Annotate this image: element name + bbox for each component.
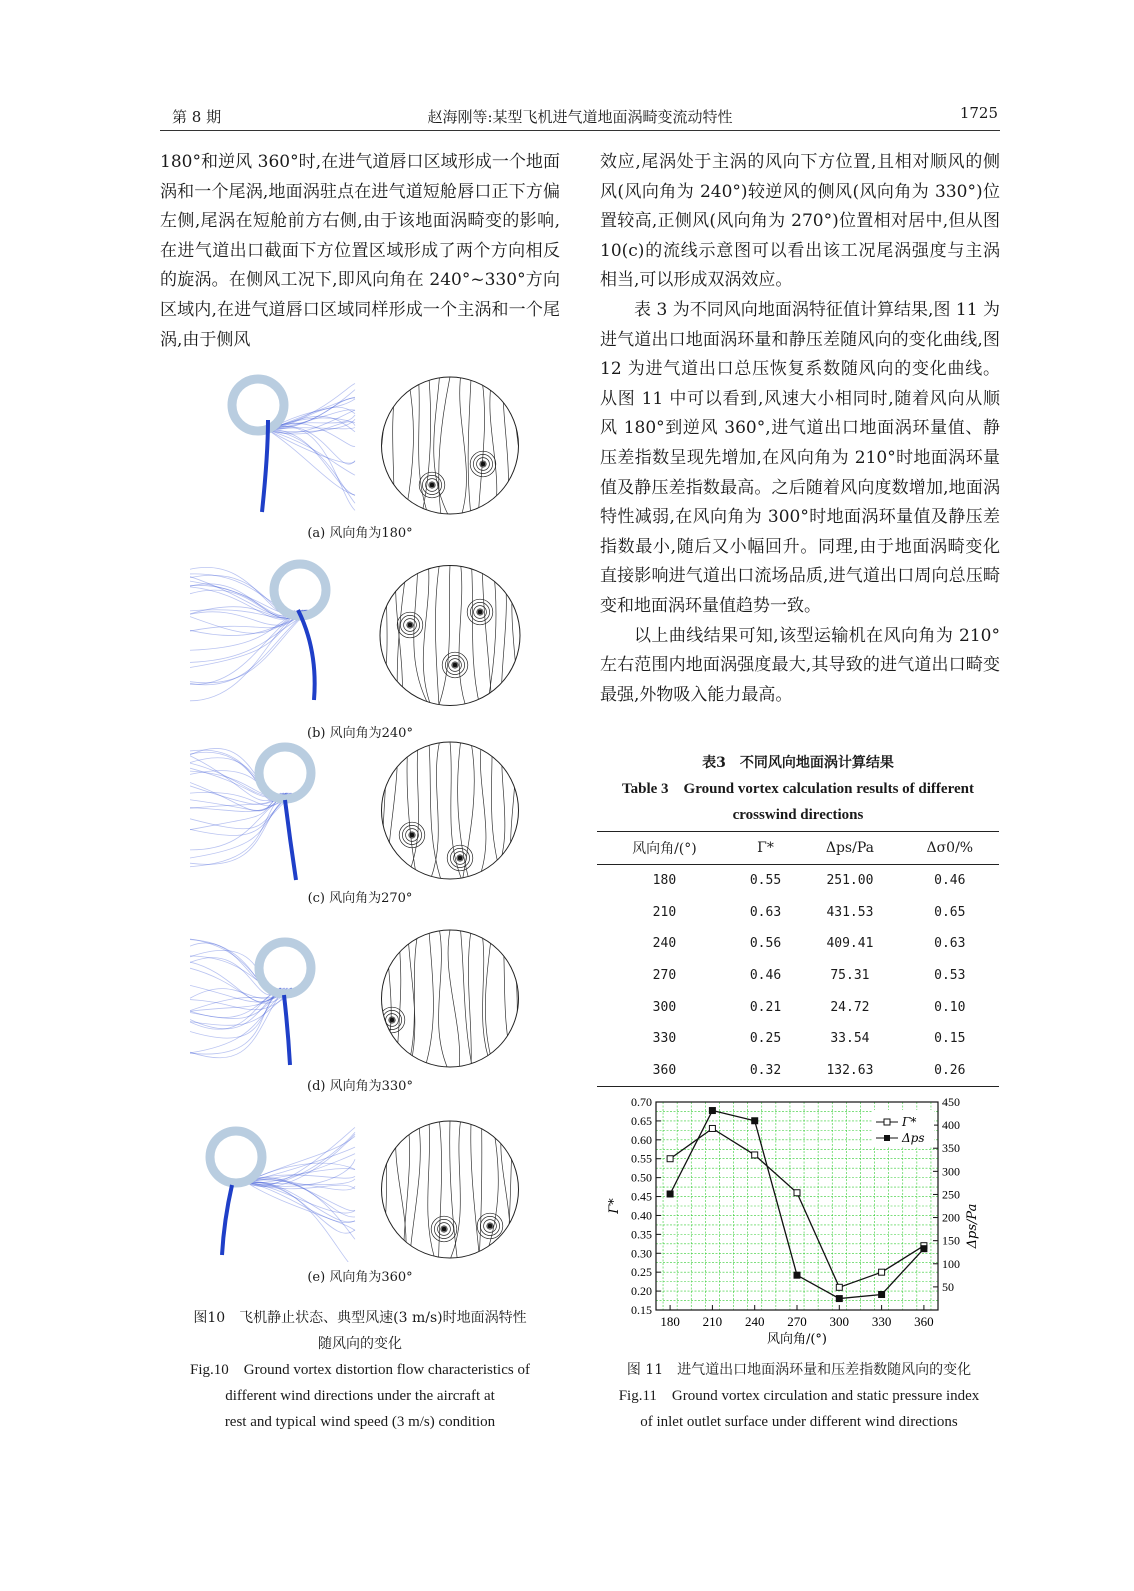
y-tick-label: 0.50: [631, 1170, 652, 1185]
y2-tick-label: 200: [942, 1210, 960, 1225]
subfigure-caption: (a) 风向角为180°: [307, 526, 413, 541]
data-point-dps: [836, 1296, 842, 1302]
table-header-row: [597, 832, 999, 865]
table-row: [597, 960, 999, 992]
table-cell: 240: [652, 936, 677, 952]
table-cell: 300: [652, 999, 677, 1015]
paragraph: 效应,尾涡处于主涡的风向下方位置,且相对顺风的侧风(风向角为 240°)较逆风的侧风(风向角为 330°)位置较高,正侧风(风向角为 270°)位置相对居中,但从图 10(c)的流线示意图可以看出该工况尾涡强度与主涡相当,可以形成双涡效应。: [600, 152, 1000, 291]
table-cell: 33.54: [830, 1031, 870, 1047]
data-point-gamma: [709, 1125, 715, 1131]
paragraph: 180°和逆风 360°时,在进气道唇口区域形成一个地面涡和一个尾涡,地面涡驻点在进气道短舱唇口正下方偏左侧,尾涡在短舱前方右侧,由于该地面涡畸变的影响,在进气道出口截面下方位置区域形成了两个方向相反的旋涡。在侧风工况下,即风向角在 240°~330°方向区域内,在进气道唇口区域同样形成一个主涡和一个尾涡,由于侧风: [160, 152, 560, 350]
table-cell: 0.21: [749, 999, 782, 1015]
data-point-dps: [921, 1246, 927, 1252]
table-cell: 0.63: [749, 904, 782, 920]
table-cell: 0.26: [934, 1062, 966, 1078]
y-tick-label: 0.65: [631, 1113, 652, 1128]
legend-marker: [884, 1119, 890, 1125]
figure-10-caption: 图10 飞机静止状态、典型风速(3 m/s)时地面涡特性 随风向的变化 Fig.10 Ground vortex distortion flow characteristics of different wind directions under the aircraft at rest and typical wind speed (3 m/s) condition: [190, 1310, 530, 1430]
table-row: [597, 865, 999, 897]
x-tick-label: 210: [702, 1314, 723, 1329]
subfigure: [190, 738, 530, 906]
table-cell: 0.32: [749, 1062, 782, 1078]
running-header: [160, 104, 1000, 131]
flow-visualization: [190, 1117, 530, 1262]
page-number: 1725: [959, 104, 998, 122]
table-row: [597, 1023, 999, 1055]
legend-label: Δps: [902, 1131, 925, 1145]
table-cell: 0.25: [749, 1031, 782, 1047]
x-axis-label: 风向角/(°): [766, 1332, 828, 1347]
flow-visualization: [190, 373, 530, 518]
y2-tick-label: 300: [942, 1164, 960, 1179]
data-point-gamma: [794, 1190, 800, 1196]
legend-label: Γ*: [902, 1115, 917, 1129]
y-tick-label: 0.15: [631, 1303, 652, 1317]
table-cell: 0.10: [934, 999, 966, 1015]
x-tick-label: 360: [914, 1314, 934, 1329]
table-cell: 210: [652, 904, 677, 920]
table-cell: 251.00: [826, 873, 874, 889]
table-cell: 0.53: [934, 968, 966, 984]
data-point-gamma: [667, 1156, 673, 1162]
paragraph: 以上曲线结果可知,该型运输机在风向角为 210°左右范围内地面涡强度最大,其导致的进气道出口畸变最强,外物吸入能力最高。: [600, 625, 1000, 705]
y-tick-label: 0.45: [631, 1189, 652, 1204]
table-cell: 409.41: [826, 936, 874, 952]
x-tick-label: 300: [829, 1314, 850, 1329]
table-cell: 330: [652, 1031, 677, 1047]
flow-visualization: [190, 553, 530, 718]
y-tick-label: 0.40: [631, 1208, 652, 1223]
right-column: [600, 148, 1000, 710]
y2-tick-label: 350: [942, 1141, 960, 1156]
x-tick-label: 330: [871, 1314, 892, 1329]
table-row: [597, 1055, 999, 1087]
y2-tick-label: 150: [942, 1233, 960, 1248]
flow-visualization: [190, 738, 530, 883]
data-point-dps: [752, 1118, 758, 1124]
data-point-dps: [667, 1191, 673, 1197]
table-title-en: Table 3 Ground vortex calculation results of different: [622, 781, 974, 797]
table-cell: 0.65: [934, 904, 966, 920]
table-row: [597, 928, 999, 960]
x-tick-label: 180: [660, 1314, 680, 1329]
data-point-gamma: [752, 1152, 758, 1158]
col-header: Γ*: [757, 840, 774, 856]
figure-11-chart: [600, 1088, 1000, 1350]
col-header: Δps/Pa: [825, 840, 874, 856]
data-point-dps: [794, 1272, 800, 1278]
table-title-en-2: crosswind directions: [732, 807, 864, 823]
legend-marker: [884, 1135, 890, 1141]
data-table: [597, 831, 999, 1087]
y2-axis-label: Δps/Pa: [965, 1203, 980, 1249]
table-cell: 0.15: [934, 1031, 966, 1047]
subfigure-caption: (b) 风向角为240°: [307, 726, 413, 741]
y2-tick-label: 100: [942, 1256, 960, 1271]
table-3: [597, 750, 999, 1087]
x-tick-label: 270: [787, 1314, 807, 1329]
table-cell: 0.63: [934, 936, 966, 952]
subfigure: [190, 926, 530, 1094]
paragraph: 表 3 为不同风向地面涡特征值计算结果,图 11 为进气道出口地面涡环量和静压差随风向的变化曲线,图 12 为进气道出口总压恢复系数随风向的变化曲线。从图 11 中可以看到,风速大小相同时,随着风向从顺风 180°到逆风 360°,进气道出口地面涡环量值、静压差指数呈现先增加,在风向角为 210°时地面涡环量值及静压差指数最高。之后随着风向度数增加,地面涡特性减弱,在风向角为 300°时地面涡环量值及静压差指数最小,随后又小幅回升。同理,由于地面涡畸变化直接影响进气道出口流场品质,进气道出口周向总压畸变和地面涡环量值趋势一致。: [600, 299, 1000, 616]
data-point-gamma: [879, 1269, 885, 1275]
data-point-gamma: [836, 1284, 842, 1290]
y-tick-label: 0.60: [631, 1132, 652, 1147]
table-cell: 0.46: [934, 873, 966, 889]
table-cell: 431.53: [826, 904, 874, 920]
y-tick-label: 0.70: [631, 1095, 652, 1109]
table-cell: 0.56: [749, 936, 782, 952]
data-point-dps: [709, 1108, 715, 1114]
y2-tick-label: 450: [942, 1095, 960, 1109]
flow-visualization: [190, 926, 530, 1071]
table-title-cn: 表3 不同风向地面涡计算结果: [702, 755, 894, 771]
y2-tick-label: 400: [942, 1118, 960, 1133]
data-point-dps: [879, 1291, 885, 1297]
y-tick-label: 0.35: [631, 1227, 652, 1242]
subfigure: [190, 373, 530, 541]
table-row: [597, 991, 999, 1023]
table-cell: 24.72: [830, 999, 870, 1015]
table-row: [597, 897, 999, 929]
x-tick-label: 240: [744, 1314, 765, 1329]
y2-tick-label: 250: [942, 1187, 960, 1202]
table-cell: 0.55: [749, 873, 782, 889]
table-cell: 360: [652, 1062, 677, 1078]
left-column: [160, 148, 560, 355]
col-header: Δσ0/%: [926, 840, 974, 856]
running-title: 赵海刚等:某型飞机进气道地面涡畸变流动特性: [427, 108, 733, 126]
series-line-gamma: [670, 1128, 924, 1287]
table-cell: 270: [652, 968, 677, 984]
y-tick-label: 0.55: [631, 1151, 652, 1166]
subfigure-caption: (c) 风向角为270°: [307, 891, 413, 906]
table-cell: 75.31: [830, 968, 870, 984]
table-cell: 0.46: [749, 968, 782, 984]
subfigure-caption: (e) 风向角为360°: [307, 1270, 413, 1285]
y-axis-label: Γ*: [607, 1198, 622, 1214]
subfigure-caption: (d) 风向角为330°: [307, 1079, 413, 1094]
col-header: 风向角/(°): [632, 841, 697, 857]
y-tick-label: 0.20: [631, 1284, 652, 1299]
issue-number: 第 8 期: [172, 108, 222, 126]
y2-tick-label: 50: [942, 1279, 954, 1294]
table-cell: 180: [652, 873, 677, 889]
subfigure: [190, 553, 530, 741]
y-tick-label: 0.25: [631, 1265, 652, 1280]
y-tick-label: 0.30: [631, 1246, 652, 1261]
table-cell: 132.63: [826, 1062, 874, 1078]
subfigure: [190, 1117, 530, 1285]
figure-11-caption: 图 11 进气道出口地面涡环量和压差指数随风向的变化 Fig.11 Ground vortex circulation and static pressure index of inlet outlet surface under different wind directions: [618, 1362, 980, 1430]
